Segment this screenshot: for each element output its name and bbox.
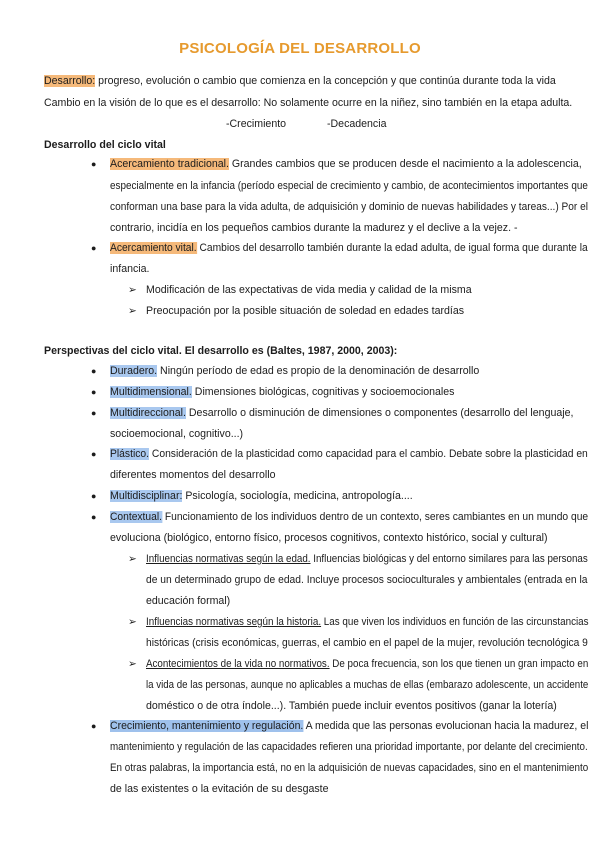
sub-list-item: Preocupación por la posible situación de soledad en edades tardías bbox=[146, 305, 465, 317]
bullet-icon: ● bbox=[91, 408, 97, 418]
bullet-icon: ● bbox=[91, 387, 97, 397]
bullet-icon: ● bbox=[91, 721, 97, 731]
list-item: Acercamiento vital. Cambios del desarrollo también durante la edad adulta, de igual forma que durante la bbox=[110, 242, 588, 254]
definition-line: Desarrollo: progreso, evolución o cambio que comienza en la concepción y que continúa durante toda la vida bbox=[44, 75, 556, 87]
sub-list-item: Influencias normativas según la historia. Las que viven los individuos en función de las circunstancias bbox=[146, 616, 589, 628]
sub-list-item-line: educación formal) bbox=[146, 595, 231, 607]
sub-list-item: Acontecimientos de la vida no normativos. De poca frecuencia, son los que tienen un gran impacto en bbox=[146, 658, 589, 670]
sub-list-item-line: doméstico o de otra índole...). También puede incluir eventos positivos (ganar la lotería) bbox=[146, 700, 557, 712]
sub-list-item-line: históricas (crisis económicas, guerras, el cambio en el papel de la mujer, revolución tecnológica 9 bbox=[146, 637, 588, 649]
list-item: Contextual. Funcionamiento de los individuos dentro de un contexto, seres cambiantes en un mundo que bbox=[110, 511, 589, 523]
list-item-line: contrario, incidía en los pequeños cambios durante la madurez y el declive a la vejez. - bbox=[110, 222, 518, 234]
intro-line: Cambio en la visión de lo que es el desarrollo: No solamente ocurre en la niñez, sino también en la etapa adulta. bbox=[44, 97, 573, 109]
crecimiento-label: -Crecimiento bbox=[226, 118, 287, 130]
list-item: Duradero. Ningún período de edad es propio de la denominación de desarrollo bbox=[110, 365, 480, 377]
arrow-bullet-icon: ➢ bbox=[128, 553, 137, 565]
arrow-bullet-icon: ➢ bbox=[128, 616, 137, 628]
list-item: Multidireccional. Desarrollo o disminución de dimensiones o componentes (desarrollo del lenguaje, bbox=[110, 407, 574, 419]
list-item-line: socioemocional, cognitivo...) bbox=[110, 428, 244, 440]
list-item: Crecimiento, mantenimiento y regulación. A medida que las personas evolucionan hacia la madurez, el bbox=[110, 720, 589, 732]
list-item-line: diferentes momentos del desarrollo bbox=[110, 469, 276, 481]
list-item-line: evoluciona (biológico, entorno físico, procesos cognitivos, contexto histórico, social y cultural) bbox=[110, 532, 548, 544]
section-heading-ciclo-vital: Desarrollo del ciclo vital bbox=[44, 139, 166, 151]
arrow-bullet-icon: ➢ bbox=[128, 305, 137, 317]
list-item-line: de las existentes o la evitación de su desgaste bbox=[110, 783, 329, 795]
list-item-line: conforman una base para la vida adulta, de adquisición y dominio de nuevas habilidades y tareas...) Por el bbox=[110, 201, 588, 213]
list-item: Acercamiento tradicional. Grandes cambios que se producen desde el nacimiento a la adolescencia, bbox=[110, 158, 582, 170]
arrow-bullet-icon: ➢ bbox=[128, 658, 137, 670]
page-title: PSICOLOGÍA DEL DESARROLLO bbox=[179, 40, 421, 57]
section-heading-perspectivas: Perspectivas del ciclo vital. El desarrollo es (Baltes, 1987, 2000, 2003): bbox=[44, 345, 398, 357]
list-item: Multidimensional. Dimensiones biológicas, cognitivas y socioemocionales bbox=[110, 386, 455, 398]
definition-term: Desarrollo: bbox=[44, 75, 96, 87]
bullet-icon: ● bbox=[91, 449, 97, 459]
sub-list-item-line: la vida de las personas, aunque no aplicables a muchas de ellas (embarazo adolescente, un accidente bbox=[146, 679, 589, 691]
sub-list-item: Influencias normativas según la edad. Influencias biológicas y del entorno similares para las personas bbox=[146, 553, 588, 565]
list-item-line: En otras palabras, la importancia está, no en la adquisición de nuevas capacidades, sino en el mantenimiento bbox=[110, 762, 589, 774]
bullet-icon: ● bbox=[91, 366, 97, 376]
bullet-icon: ● bbox=[91, 159, 97, 169]
bullet-icon: ● bbox=[91, 491, 97, 501]
list-item-line: mantenimiento y regulación de las capacidades refieren una prioridad importante, por delante del crecimiento. bbox=[110, 741, 588, 753]
list-item: Multidisciplinar: Psicología, sociología, medicina, antropología.... bbox=[110, 490, 413, 502]
sub-list-item: Modificación de las expectativas de vida media y calidad de la misma bbox=[146, 284, 472, 296]
sub-list-item-line: de un determinado grupo de edad. Incluye procesos socioculturales y ambientales (entrada en la bbox=[146, 574, 588, 586]
list-item-line: especialmente en la infancia (período especial de crecimiento y cambio, de acontecimientos importantes que bbox=[110, 180, 588, 192]
bullet-icon: ● bbox=[91, 512, 97, 522]
list-item: Plástico. Consideración de la plasticidad como capacidad para el cambio. Debate sobre la plasticidad en bbox=[110, 448, 588, 460]
decadencia-label: -Decadencia bbox=[327, 118, 387, 130]
bullet-icon: ● bbox=[91, 243, 97, 253]
arrow-bullet-icon: ➢ bbox=[128, 284, 137, 296]
list-item-line: infancia. bbox=[110, 263, 150, 275]
